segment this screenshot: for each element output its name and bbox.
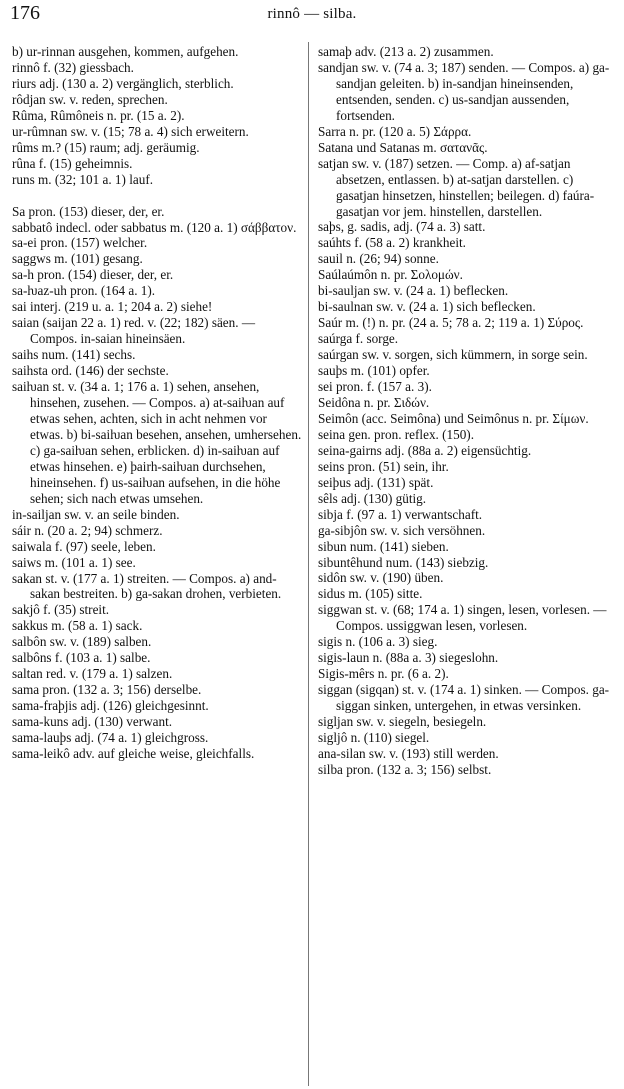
dictionary-entry: sêls adj. (130) gütig. xyxy=(318,490,427,506)
running-head: rinnô — silba. xyxy=(267,6,357,22)
dictionary-entry: sidôn sw. v. (190) üben. xyxy=(318,570,444,586)
dictionary-entry: sidus m. (105) sitte. xyxy=(318,586,423,602)
dictionary-entry: sibuntêhund num. (143) siebzig. xyxy=(318,554,489,570)
dictionary-entry: sa-ƕaz-uh pron. (164 a. 1). xyxy=(12,283,156,299)
dictionary-entry: seiþus adj. (131) spät. xyxy=(318,474,434,490)
dictionary-entry: Sarra n. pr. (120 a. 5) Σάρρα. xyxy=(318,123,472,139)
dictionary-entry: ga-sibjôn sw. v. sich versöhnen. xyxy=(318,522,486,538)
dictionary-entry: Sa pron. (153) dieser, der, er. xyxy=(12,203,165,219)
dictionary-entry: salbôns f. (103 a. 1) salbe. xyxy=(12,650,151,666)
dictionary-entry: sa-ei pron. (157) welcher. xyxy=(12,235,148,251)
dictionary-entry: sei pron. f. (157 a. 3). xyxy=(318,379,432,395)
left-column xyxy=(12,44,302,762)
dictionary-entry: saúrgan sw. v. sorgen, sich kümmern, in sorge sein. xyxy=(318,347,588,363)
dictionary-entry: saþs, g. sadis, adj. (74 a. 3) satt. xyxy=(318,219,486,235)
dictionary-entry: sama pron. (132 a. 3; 156) derselbe. xyxy=(12,682,202,698)
dictionary-entry: sakjô f. (35) streit. xyxy=(12,602,110,618)
dictionary-entry: saihs num. (141) sechs. xyxy=(12,347,136,363)
dictionary-entry: sigljô n. (110) siegel. xyxy=(318,729,430,745)
dictionary-entry: rûna f. (15) geheimnis. xyxy=(12,155,133,171)
dictionary-entry: sibja f. (97 a. 1) verwantschaft. xyxy=(318,506,483,522)
dictionary-entry: bi-sauljan sw. v. (24 a. 1) beflecken. xyxy=(318,283,509,299)
dictionary-entry: Sigis-mêrs n. pr. (6 a. 2). xyxy=(318,666,449,682)
dictionary-entry: ur-rûmnan sw. v. (15; 78 a. 4) sich erweitern. xyxy=(12,123,249,139)
dictionary-entry: saiƕan st. v. (34 a. 1; 176 a. 1) sehen, ansehen, hinsehen, zusehen. — Compos. a) at-saiƕan auf etwas sehen, achten, sich in acht nehmen vor etwas. b) bi-saiƕan besehen, ansehen, umhersehen. c) ga-saiƕan sehen, erblicken. d) in-saiƕan auf etwas hinsehen. e) þairh-saiƕan durchsehen, hineinsehen. f) us-saiƕan aufsehen, in die höhe sehen; sich nach etwas umsehen. xyxy=(12,379,302,506)
dictionary-entry: saggws m. (101) gesang. xyxy=(12,251,143,267)
dictionary-entry: saiwala f. (97) seele, leben. xyxy=(12,538,156,554)
page-number: 176 xyxy=(10,2,40,24)
dictionary-entry: sakan st. v. (177 a. 1) streiten. — Compos. a) and-sakan bestreiten. b) ga-sakan drohen, verbieten. xyxy=(12,570,282,602)
dictionary-entry: sakkus m. (58 a. 1) sack. xyxy=(12,618,143,634)
dictionary-entry: sama-lauþs adj. (74 a. 1) gleichgross. xyxy=(12,730,209,746)
column-divider xyxy=(308,42,309,1086)
dictionary-entry: sama-leikô adv. auf gleiche weise, gleichfalls. xyxy=(12,745,255,761)
dictionary-entry: b) ur-rinnan ausgehen, kommen, aufgehen. xyxy=(12,44,239,59)
dictionary-entry: sauil n. (26; 94) sonne. xyxy=(318,251,439,267)
dictionary-entry: samaþ adv. (213 a. 2) zusammen. xyxy=(318,44,494,59)
dictionary-entry: Saúr m. (!) n. pr. (24 a. 5; 78 a. 2; 119 a. 1) Σύρος. xyxy=(318,315,584,331)
dictionary-entry: salbôn sw. v. (189) salben. xyxy=(12,634,152,650)
dictionary-entry: sibun num. (141) sieben. xyxy=(318,538,449,554)
dictionary-entry: sigis n. (106 a. 3) sieg. xyxy=(318,634,438,650)
dictionary-entry: Rûma, Rûmôneis n. pr. (15 a. 2). xyxy=(12,107,185,123)
dictionary-entry: saúhts f. (58 a. 2) krankheit. xyxy=(318,235,466,251)
dictionary-entry: in-sailjan sw. v. an seile binden. xyxy=(12,506,180,522)
dictionary-entry: Satana und Satanas m. σατανᾶς. xyxy=(318,139,488,155)
dictionary-entry: saltan red. v. (179 a. 1) salzen. xyxy=(12,666,173,682)
dictionary-entry: sigljan sw. v. siegeln, besiegeln. xyxy=(318,714,487,730)
dictionary-entry: saihsta ord. (146) der sechste. xyxy=(12,363,169,379)
dictionary-entry: seina-gairns adj. (88a a. 2) eigensüchtig. xyxy=(318,442,532,458)
dictionary-entry: Saúlaúmôn n. pr. Σολομών. xyxy=(318,267,463,283)
dictionary-entry: saian (saijan 22 a. 1) red. v. (22; 182) säen. — Compos. in-saian hineinsäen. xyxy=(12,315,256,347)
dictionary-entry: sáir n. (20 a. 2; 94) schmerz. xyxy=(12,522,163,538)
dictionary-entry: seins pron. (51) sein, ihr. xyxy=(318,458,449,474)
dictionary-entry: rinnô f. (32) giessbach. xyxy=(12,59,134,75)
dictionary-entry: saiws m. (101 a. 1) see. xyxy=(12,554,136,570)
dictionary-entry: sabbatô indecl. oder sabbatus m. (120 a. 1) σάββατον. xyxy=(12,219,297,235)
page-header xyxy=(0,0,624,36)
dictionary-entry: satjan sw. v. (187) setzen. — Comp. a) af-satjan absetzen, entlassen. b) at-satjan darstellen. c) gasatjan hinsetzen, hinstellen; beilegen. d) faúra-gasatjan vor jem. hinstellen, darstellen. xyxy=(318,155,595,219)
dictionary-entry: Seimôn (acc. Seimôna) und Seimônus n. pr. Σίμων. xyxy=(318,410,589,426)
right-column xyxy=(318,44,614,778)
dictionary-entry: siggwan st. v. (68; 174 a. 1) singen, lesen, vorlesen. — Compos. ussiggwan lesen, vorlesen. xyxy=(318,602,607,634)
dictionary-entry: sauþs m. (101) opfer. xyxy=(318,363,430,379)
dictionary-entry: runs m. (32; 101 a. 1) lauf. xyxy=(12,171,154,187)
dictionary-entry: silba pron. (132 a. 3; 156) selbst. xyxy=(318,761,492,777)
dictionary-entry: siggan (sigqan) st. v. (174 a. 1) sinken. — Compos. ga-siggan sinken, untergehen, in etwas versinken. xyxy=(318,682,610,714)
dictionary-entry: sigis-laun n. (88a a. 3) siegeslohn. xyxy=(318,650,499,666)
dictionary-entry: bi-saulnan sw. v. (24 a. 1) sich beflecken. xyxy=(318,299,536,315)
dictionary-entry: ana-silan sw. v. (193) still werden. xyxy=(318,745,499,761)
dictionary-entry: rûms m.? (15) raum; adj. geräumig. xyxy=(12,139,200,155)
dictionary-entry: Seidôna n. pr. Σιδών. xyxy=(318,394,430,410)
dictionary-entry: sama-kuns adj. (130) verwant. xyxy=(12,714,173,730)
dictionary-entry: sa-h pron. (154) dieser, der, er. xyxy=(12,267,174,283)
dictionary-entry: sama-fraþjis adj. (126) gleichgesinnt. xyxy=(12,698,209,714)
dictionary-entry: riurs adj. (130 a. 2) vergänglich, sterblich. xyxy=(12,75,234,91)
dictionary-entry: rôdjan sw. v. reden, sprechen. xyxy=(12,91,168,107)
dictionary-entry: sandjan sw. v. (74 a. 3; 187) senden. — Compos. a) ga-sandjan geleiten. b) in-sandjan hineinsenden, entsenden, senden. c) us-sandjan aussenden, fortsenden. xyxy=(318,59,610,123)
dictionary-entry: saúrga f. sorge. xyxy=(318,331,399,347)
dictionary-entry: sai interj. (219 u. a. 1; 204 a. 2) siehe! xyxy=(12,299,213,315)
dictionary-entry: seina gen. pron. reflex. (150). xyxy=(318,426,474,442)
